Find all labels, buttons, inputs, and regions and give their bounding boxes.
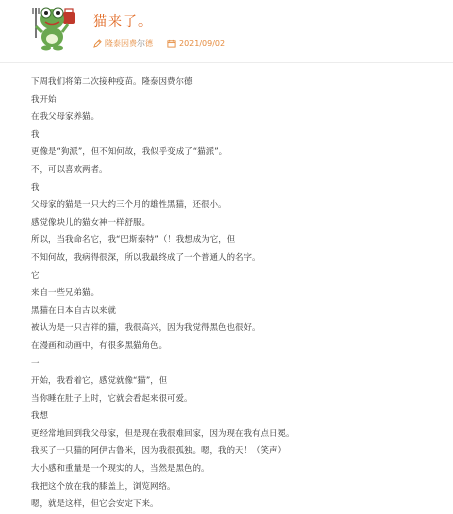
content-line: 黑猫在日本自古以来就 <box>31 305 117 316</box>
avatar[interactable] <box>28 4 78 52</box>
content-line: 开始，我看着它，感觉就像“猫”，但 <box>31 376 168 387</box>
content-line: 不，可以喜欢两者。 <box>31 164 108 175</box>
content-line: 被认为是一只吉祥的猫，我很高兴，因为我觉得黑色也很好。 <box>31 323 261 334</box>
content-line: 在漫画和动画中，有很多黑猫角色。 <box>31 340 168 351</box>
content-line: 嗯，就是这样，但它会安定下来。 <box>31 499 159 510</box>
content-line: 一 <box>31 358 40 369</box>
content-line: 我 <box>31 129 40 140</box>
content-line: 我 <box>31 182 40 193</box>
post-meta <box>93 37 225 49</box>
author-name-suffix: 德 <box>145 38 153 48</box>
content-line: 大小感和重量是一个现实的人，当然是黑色的。 <box>31 464 210 475</box>
divider <box>0 62 453 63</box>
content-line: 我买了一只猫的阿伊古鲁米，因为我很孤独。嗯，我的天！（笑声） <box>31 446 287 457</box>
content-line: 父母家的猫是一只大约三个月的雄性黑猫，还很小。 <box>31 200 227 211</box>
post-title[interactable]: 猫来了。 <box>93 14 153 30</box>
content-line: 不知何故，我病得很深，所以我最终成了一个普通人的名字。 <box>31 252 261 263</box>
content-line: 我把这个放在我的膝盖上，浏览网络。 <box>31 481 176 492</box>
content-line: 在我父母家养猫。 <box>31 112 100 123</box>
content-line: 下周我们将第二次接种疫苗。隆泰因费尔德 <box>31 77 193 87</box>
pencil-icon <box>93 39 102 48</box>
content-line: 当你睡在肚子上时，它就会看起来很可爱。 <box>31 393 193 404</box>
content-line: 更经常地回到我父母家，但是现在我很难回家，因为现在我有点日冕。 <box>31 428 295 439</box>
post-content <box>31 74 441 514</box>
frog-mascot-icon <box>28 4 78 52</box>
content-line: 来自一些兄弟猫。 <box>31 288 100 299</box>
author-name-prefix: 隆泰因费 <box>105 38 137 48</box>
calendar-icon <box>167 39 176 48</box>
author-name-highlight: 尔 <box>137 38 145 48</box>
post-date[interactable]: 2021/09/02 <box>179 38 226 48</box>
content-line: 我开始 <box>31 94 57 105</box>
content-line: 更像是“狗派”，但不知何故，我似乎变成了“猫派”。 <box>31 147 228 158</box>
author-link[interactable] <box>105 38 153 49</box>
content-line: 它 <box>31 270 40 281</box>
content-line: 感觉像块儿的猫女神一样舒服。 <box>31 217 151 228</box>
content-line: 我想 <box>31 411 49 422</box>
content-line: 所以，当我命名它，我“巴斯泰特”（！我想成为它，但 <box>31 235 236 246</box>
